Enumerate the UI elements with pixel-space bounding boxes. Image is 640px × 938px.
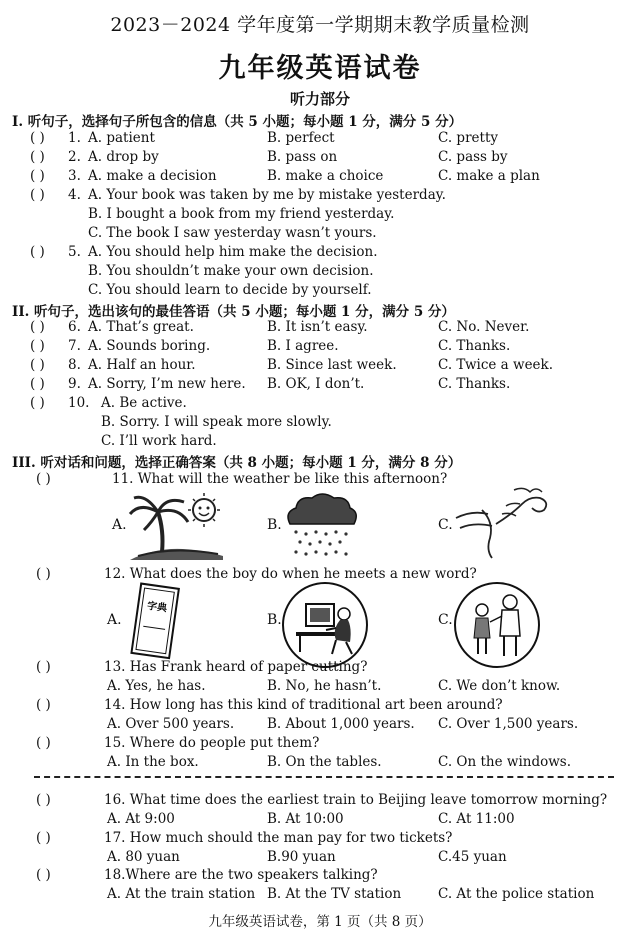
q14-option-c: C. Over 1,500 years. (438, 716, 579, 732)
q6-option-a: A. That’s great. (88, 319, 194, 335)
answer-blank[interactable]: ( ) (36, 735, 51, 751)
q6-num: 6. (68, 319, 81, 335)
answer-blank[interactable]: ( ) (30, 149, 45, 165)
q12-label-b: B. (267, 612, 282, 628)
q16-option-a: A. At 9:00 (107, 811, 175, 827)
q11-label-c: C. (438, 517, 453, 533)
q7-option-c: C. Thanks. (438, 338, 511, 354)
q11-label-a: A. (112, 517, 127, 533)
answer-blank[interactable]: ( ) (36, 697, 51, 713)
part1-heading: I. 听句子，选择句子所包含的信息（共 5 小题；每小题 1 分，满分 5 分） (12, 114, 463, 130)
q10-option-b: B. Sorry. I will speak more slowly. (101, 414, 332, 430)
answer-blank[interactable]: ( ) (36, 792, 51, 808)
q4-option-a: A. Your book was taken by me by mistake yesterday. (88, 187, 446, 203)
q8-option-a: A. Half an hour. (88, 357, 196, 373)
exam-title: 九年级英语试卷 (218, 53, 422, 84)
q1-option-b: B. perfect (267, 130, 335, 146)
answer-blank[interactable]: ( ) (30, 338, 45, 354)
q5-num: 5. (68, 244, 81, 260)
q5-option-c: C. You should learn to decide by yourself. (88, 282, 372, 298)
answer-blank[interactable]: ( ) (36, 830, 51, 846)
q15-option-a: A. In the box. (107, 754, 199, 770)
q4-num: 4. (68, 187, 81, 203)
sunny-island-icon[interactable] (128, 490, 228, 562)
section-title: 听力部分 (289, 90, 350, 108)
q13-option-b: B. No, he hasn’t. (267, 678, 382, 694)
part3-heading: III. 听对话和问题，选择正确答案（共 8 小题；每小题 1 分，满分 8 分） (12, 455, 462, 471)
q6-option-c: C. No. Never. (438, 319, 530, 335)
windy-icon[interactable] (452, 484, 556, 560)
q13-option-c: C. We don’t know. (438, 678, 561, 694)
answer-blank[interactable]: ( ) (30, 244, 45, 260)
q5-option-b: B. You shouldn’t make your own decision. (88, 263, 374, 279)
q3-option-a: A. make a decision (88, 168, 217, 184)
q18-option-c: C. At the police station (438, 886, 595, 902)
answer-blank[interactable]: ( ) (36, 659, 51, 675)
boy-asks-teacher-icon[interactable] (452, 580, 542, 670)
boy-computer-icon[interactable] (280, 580, 370, 670)
q16-question: 16. What time does the earliest train to Beijing leave tomorrow morning? (104, 792, 608, 808)
q3-num: 3. (68, 168, 81, 184)
answer-blank[interactable]: ( ) (30, 130, 45, 146)
answer-blank[interactable]: ( ) (30, 187, 45, 203)
page-footer: 九年级英语试卷，第 1 页（共 8 页） (208, 914, 432, 930)
exam-line1: 2023－2024 学年度第一学期期末教学质量检测 (110, 14, 530, 36)
answer-blank[interactable]: ( ) (36, 471, 51, 487)
q10-num: 10. (68, 395, 90, 411)
q16-option-b: B. At 10:00 (267, 811, 344, 827)
q7-option-b: B. I agree. (267, 338, 339, 354)
answer-blank[interactable]: ( ) (36, 867, 51, 883)
answer-blank[interactable]: ( ) (36, 566, 51, 582)
q8-option-c: C. Twice a week. (438, 357, 554, 373)
q14-option-a: A. Over 500 years. (107, 716, 235, 732)
q13-question: 13. Has Frank heard of paper cutting? (104, 659, 368, 675)
q10-option-c: C. I’ll work hard. (101, 433, 217, 449)
rain-cloud-icon[interactable] (282, 490, 362, 562)
dashed-divider (34, 776, 614, 778)
dictionary-label: 字典 (146, 600, 168, 615)
q17-question: 17. How much should the man pay for two tickets? (104, 830, 453, 846)
q11-label-b: B. (267, 517, 282, 533)
q3-option-c: C. make a plan (438, 168, 540, 184)
answer-blank[interactable]: ( ) (30, 395, 45, 411)
q18-option-a: A. At the train station (107, 886, 256, 902)
q3-option-b: B. make a choice (267, 168, 384, 184)
q1-option-c: C. pretty (438, 130, 498, 146)
q2-option-b: B. pass on (267, 149, 338, 165)
q9-num: 9. (68, 376, 81, 392)
q2-option-c: C. pass by (438, 149, 508, 165)
q4-option-b: B. I bought a book from my friend yesterday. (88, 206, 395, 222)
q8-option-b: B. Since last week. (267, 357, 397, 373)
q16-option-c: C. At 11:00 (438, 811, 515, 827)
q1-num: 1. (68, 130, 81, 146)
part2-heading: II. 听句子，选出该句的最佳答语（共 5 小题；每小题 1 分，满分 5 分） (12, 304, 455, 320)
q1-option-a: A. patient (88, 130, 155, 146)
q8-num: 8. (68, 357, 81, 373)
q9-option-a: A. Sorry, I’m new here. (88, 376, 246, 392)
q2-option-a: A. drop by (88, 149, 159, 165)
q7-num: 7. (68, 338, 81, 354)
q17-option-a: A. 80 yuan (107, 849, 180, 865)
answer-blank[interactable]: ( ) (30, 319, 45, 335)
q15-option-b: B. On the tables. (267, 754, 382, 770)
q7-option-a: A. Sounds boring. (88, 338, 211, 354)
q18-question: 18.Where are the two speakers talking? (104, 867, 378, 883)
q9-option-c: C. Thanks. (438, 376, 511, 392)
q15-question: 15. Where do people put them? (104, 735, 320, 751)
q2-num: 2. (68, 149, 81, 165)
q14-question: 14. How long has this kind of traditional art been around? (104, 697, 503, 713)
q15-option-c: C. On the windows. (438, 754, 571, 770)
q12-label-c: C. (438, 612, 453, 628)
q4-option-c: C. The book I saw yesterday wasn’t yours. (88, 225, 377, 241)
answer-blank[interactable]: ( ) (30, 168, 45, 184)
q5-option-a: A. You should help him make the decision. (88, 244, 378, 260)
q18-option-b: B. At the TV station (267, 886, 402, 902)
answer-blank[interactable]: ( ) (30, 357, 45, 373)
q9-option-b: B. OK, I don’t. (267, 376, 365, 392)
q17-option-b: B.90 yuan (267, 849, 336, 865)
q17-option-c: C.45 yuan (438, 849, 507, 865)
q14-option-b: B. About 1,000 years. (267, 716, 415, 732)
q11-question: 11. What will the weather be like this afternoon? (112, 471, 448, 487)
q12-label-a: A. (107, 612, 122, 628)
q12-question: 12. What does the boy do when he meets a new word? (104, 566, 477, 582)
answer-blank[interactable]: ( ) (30, 376, 45, 392)
q10-option-a: A. Be active. (101, 395, 187, 411)
q6-option-b: B. It isn’t easy. (267, 319, 368, 335)
q13-option-a: A. Yes, he has. (107, 678, 206, 694)
dictionary-icon[interactable] (126, 582, 186, 664)
